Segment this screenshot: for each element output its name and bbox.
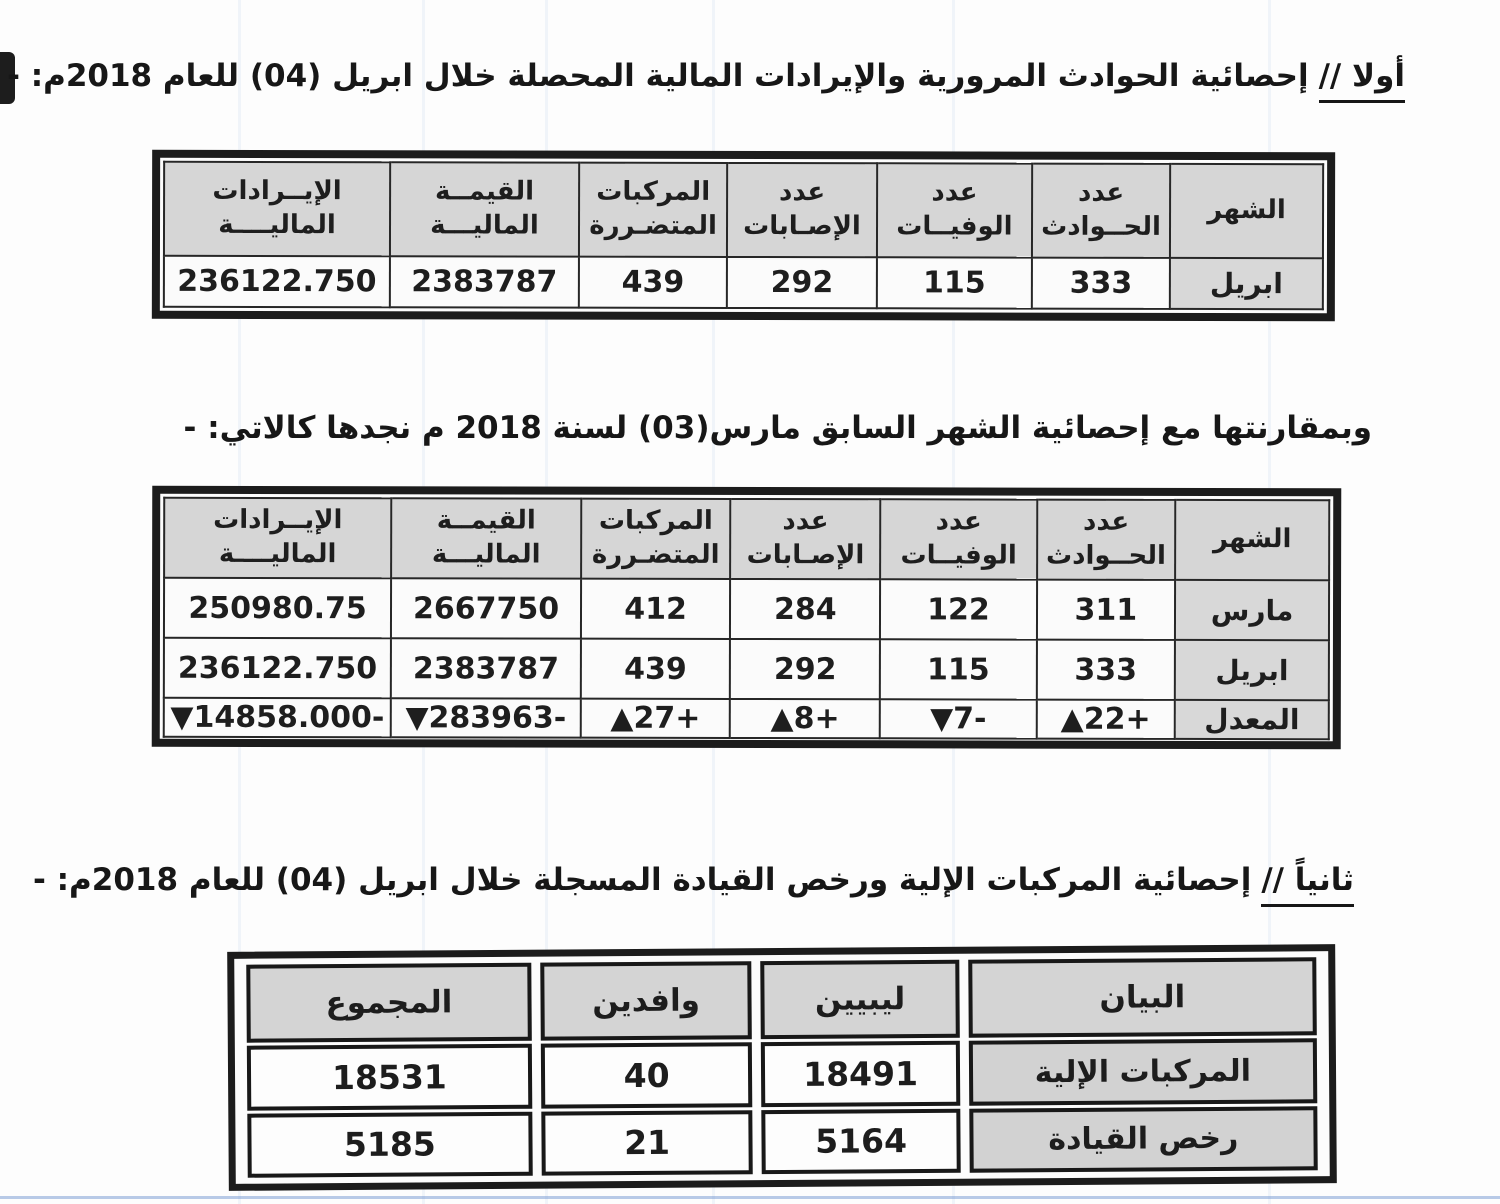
data-cell: 333 bbox=[1036, 640, 1175, 700]
header-cell: عدد الوفيــات bbox=[881, 499, 1037, 579]
data-cell: 2383787 bbox=[391, 638, 581, 698]
data-cell: 2667750 bbox=[391, 578, 581, 638]
table-row bbox=[164, 638, 1329, 700]
section3-title bbox=[33, 858, 1354, 907]
header-cell: المركبات المتضـررة bbox=[579, 163, 728, 257]
data-cell: 439 bbox=[579, 257, 727, 308]
data-cell: 292 bbox=[730, 639, 880, 699]
table-row bbox=[247, 1038, 1317, 1110]
section1-title-text: إحصائية الحوادث المرورية والإيرادات المالية المحصلة خلال ابريل (04) للعام 2018م: - bbox=[7, 58, 1309, 94]
data-cell: ▲27+ bbox=[581, 699, 730, 738]
header-cell: القيمــة الماليـــة bbox=[391, 498, 581, 578]
scan-edge-line bbox=[0, 1196, 1500, 1199]
header-cell: ليبيين bbox=[761, 960, 960, 1039]
data-cell: 292 bbox=[727, 257, 877, 308]
comparison-grid bbox=[163, 497, 1331, 740]
row-label-cell: المركبات الإلية bbox=[968, 1038, 1317, 1105]
data-cell: 5185 bbox=[247, 1111, 532, 1177]
header-cell: عدد الحــوادث bbox=[1032, 164, 1170, 258]
data-cell: 439 bbox=[581, 639, 730, 699]
header-cell: وافدين bbox=[540, 961, 752, 1040]
data-cell: ▲8+ bbox=[730, 699, 880, 738]
header-cell: عدد الإصـابات bbox=[730, 499, 880, 579]
section1-title bbox=[7, 54, 1405, 103]
section2-title bbox=[184, 406, 1372, 451]
header-cell: الشهر bbox=[1170, 164, 1323, 258]
row-label-cell: ابريل bbox=[1175, 640, 1329, 700]
data-cell: 311 bbox=[1037, 580, 1176, 640]
data-cell: 2383787 bbox=[390, 256, 579, 307]
data-cell: ▲22+ bbox=[1036, 700, 1175, 739]
row-label-cell: رخص القيادة bbox=[969, 1106, 1318, 1173]
data-cell: ▼283963- bbox=[391, 698, 581, 737]
header-cell: الإيــرادات الماليــــة bbox=[164, 498, 391, 578]
section3-title-lead: ثانياً // bbox=[1261, 858, 1354, 907]
data-cell: 284 bbox=[730, 579, 880, 639]
header-cell: عدد الإصـابات bbox=[727, 163, 877, 257]
header-cell: عدد الحــوادث bbox=[1037, 500, 1176, 580]
vehicles-licenses-grid bbox=[237, 954, 1327, 1181]
table-body bbox=[164, 578, 1329, 739]
section3-title-text: إحصائية المركبات الإلية ورخص القيادة المسجلة خلال ابريل (04) للعام 2018م: - bbox=[33, 862, 1252, 898]
data-cell: 412 bbox=[581, 579, 730, 639]
data-cell: 18491 bbox=[761, 1041, 960, 1107]
header-cell: القيمــة الماليـــة bbox=[390, 162, 579, 256]
table-header-row bbox=[164, 162, 1323, 258]
vehicles-licenses-table bbox=[227, 944, 1337, 1191]
accidents-revenue-grid bbox=[163, 161, 1324, 310]
row-label-cell: المعدل bbox=[1175, 700, 1329, 739]
table-body bbox=[164, 256, 1323, 309]
data-cell: 333 bbox=[1032, 258, 1170, 309]
data-cell: 21 bbox=[541, 1110, 753, 1176]
data-cell: 236122.750 bbox=[164, 256, 390, 307]
table-row bbox=[164, 698, 1329, 739]
header-cell: المجموع bbox=[246, 963, 531, 1043]
data-cell: 250980.75 bbox=[164, 578, 391, 638]
section2-title-text: وبمقارنتها مع إحصائية الشهر السابق مارس(03) لسنة 2018 م نجدها كالاتي: - bbox=[183, 410, 1372, 446]
data-cell: 115 bbox=[877, 257, 1032, 308]
comparison-table bbox=[152, 486, 1342, 749]
data-cell: ▼7- bbox=[880, 699, 1036, 738]
table-body bbox=[247, 1038, 1318, 1177]
data-cell: 5164 bbox=[762, 1108, 961, 1174]
header-cell: عدد الوفيــات bbox=[877, 163, 1032, 257]
table-row bbox=[247, 1106, 1317, 1178]
section1-title-lead: أولا // bbox=[1319, 54, 1405, 103]
table-header-row bbox=[246, 957, 1317, 1042]
header-cell: الإيــرادات الماليــــة bbox=[164, 162, 390, 256]
data-cell: 18531 bbox=[247, 1044, 532, 1110]
data-cell: 122 bbox=[880, 579, 1036, 639]
accidents-revenue-table bbox=[152, 150, 1335, 321]
data-cell: 236122.750 bbox=[164, 638, 391, 698]
header-cell: الشهر bbox=[1175, 500, 1329, 580]
table-header-row bbox=[164, 498, 1329, 580]
table-row bbox=[164, 578, 1329, 640]
row-label-cell: مارس bbox=[1175, 580, 1329, 640]
data-cell: 40 bbox=[541, 1042, 753, 1108]
table-row bbox=[164, 256, 1323, 309]
row-label-cell: ابريل bbox=[1170, 258, 1323, 309]
header-cell: المركبات المتضـررة bbox=[581, 499, 730, 579]
data-cell: 115 bbox=[880, 639, 1036, 699]
header-cell: البيان bbox=[968, 957, 1317, 1037]
data-cell: ▼14858.000- bbox=[164, 698, 391, 737]
